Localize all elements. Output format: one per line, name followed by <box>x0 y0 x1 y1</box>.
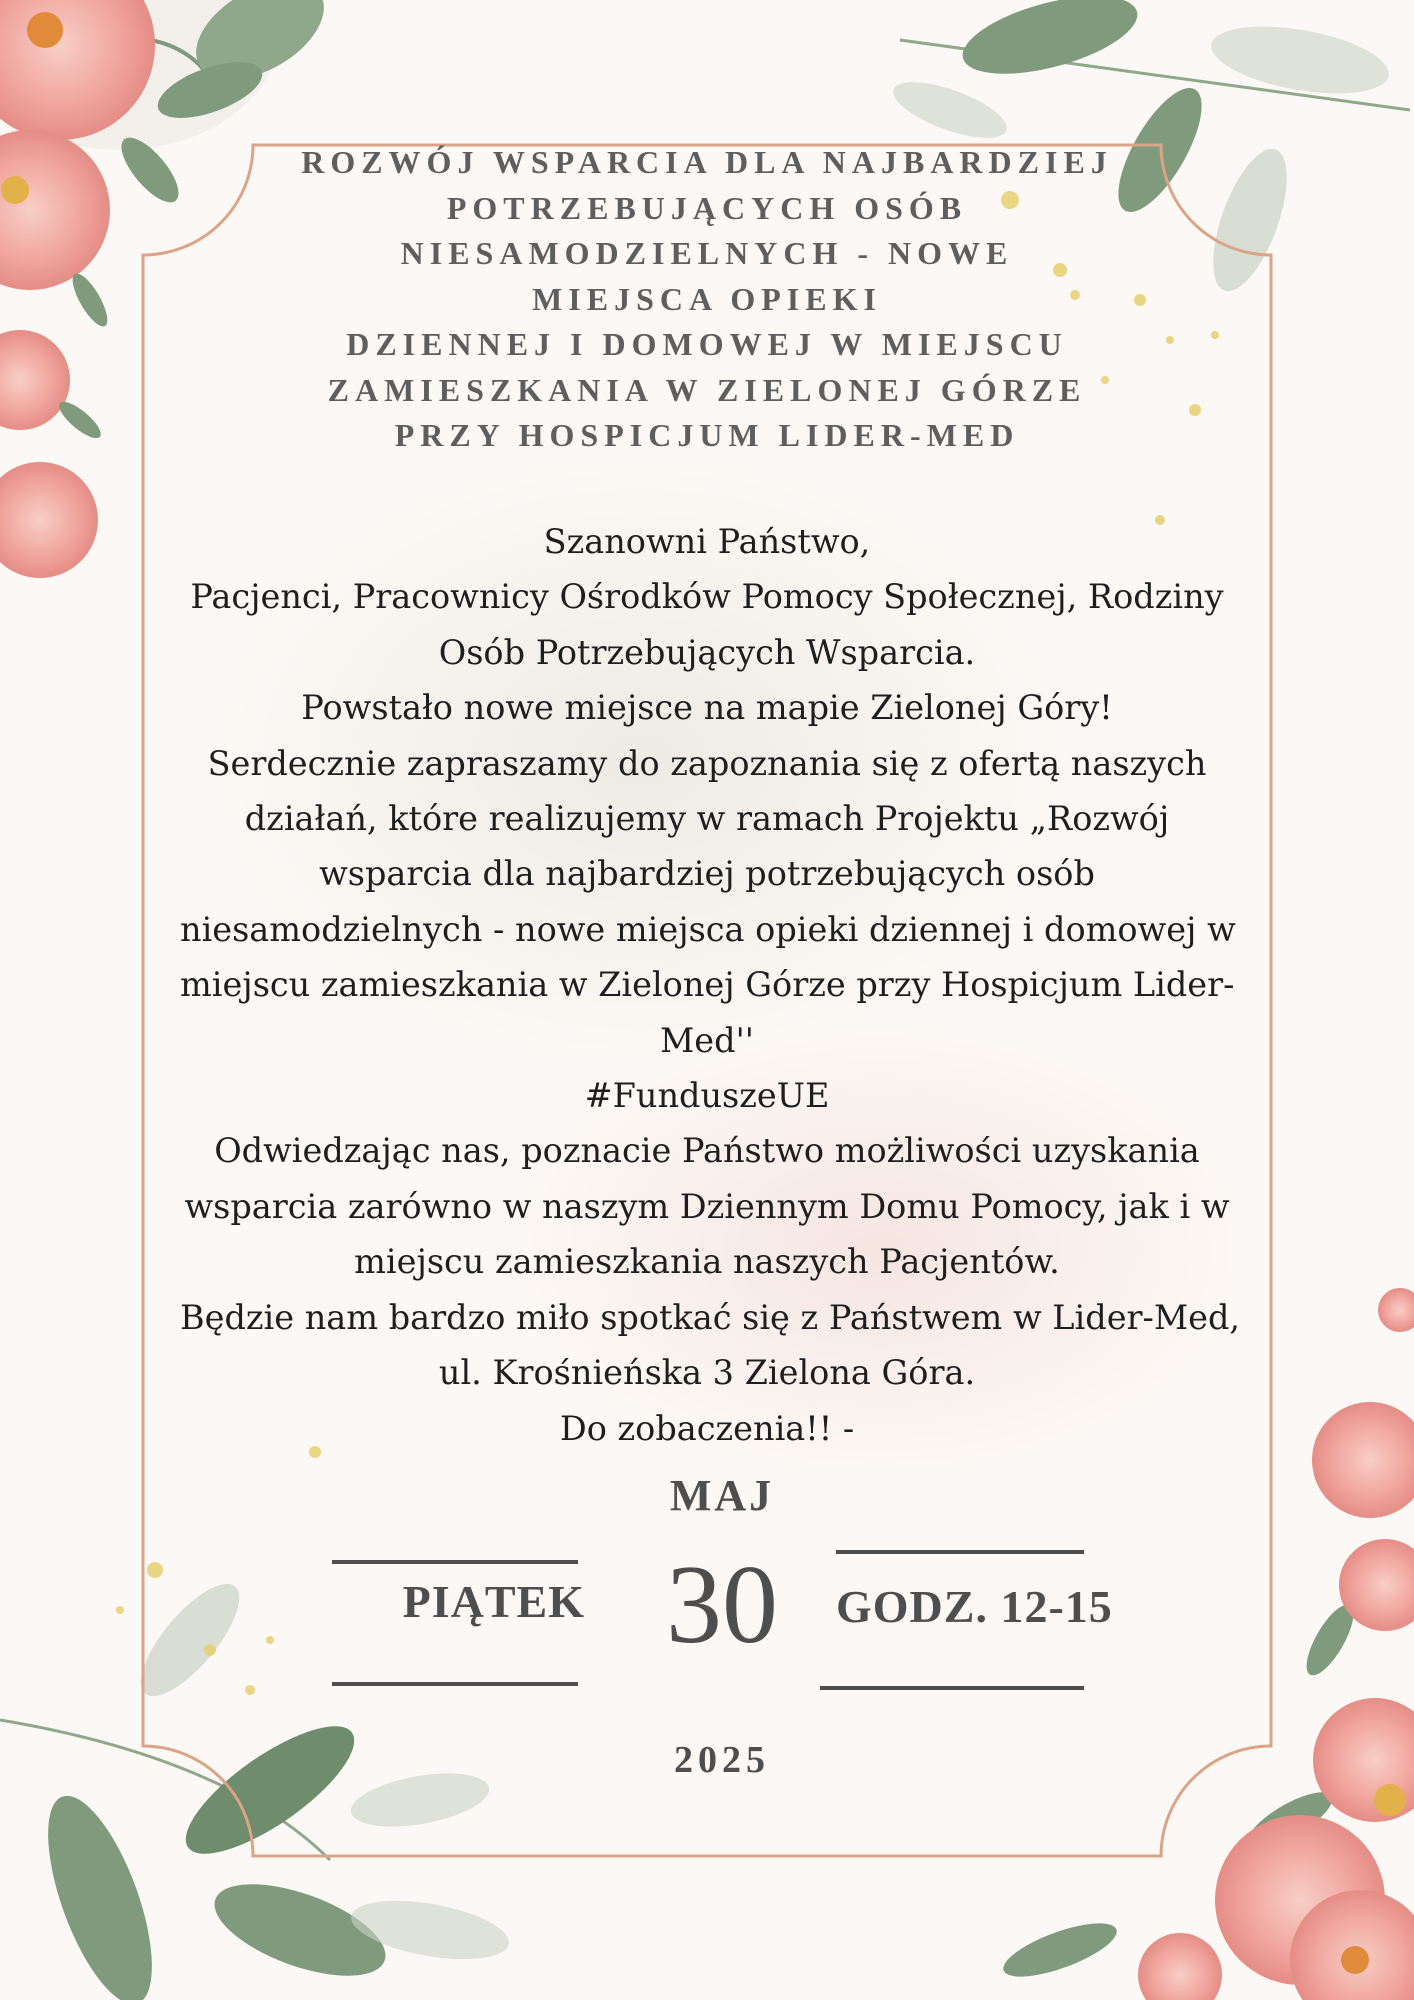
event-month: MAJ <box>669 1471 775 1520</box>
body-line: Osób Potrzebujących Wsparcia. <box>438 632 976 672</box>
title-line: ZAMIESZKANIA W ZIELONEJ GÓRZE <box>327 371 1087 408</box>
divider-line <box>332 1560 578 1564</box>
title-line: POTRZEBUJĄCYCH OSÓB <box>446 189 968 226</box>
body-line: #FunduszeUE <box>584 1076 830 1116</box>
body-line: miejscu zamieszkania w Zielonej Górze przy Hospicjum Lider- <box>180 965 1235 1005</box>
title-line: MIEJSCA OPIEKI <box>532 280 882 317</box>
body-line: Serdecznie zapraszamy do zapoznania się z ofertą naszych <box>207 743 1207 783</box>
body-line: Med'' <box>660 1020 754 1060</box>
body-line: Odwiedzając nas, poznacie Państwo możliwości uzyskania <box>214 1131 1200 1171</box>
title-line: NIESAMODZIELNYCH - NOWE <box>400 235 1014 271</box>
body-line: wsparcia zarówno w naszym Dziennym Domu Pomocy, jak i w <box>184 1186 1230 1226</box>
body-line: niesamodzielnych - nowe miejsca opieki dziennej i domowej w <box>180 909 1236 949</box>
divider-line <box>332 1682 578 1686</box>
body-line: Do zobaczenia!! - <box>559 1408 855 1448</box>
body-line: Powstało nowe miejsce na mapie Zielonej Góry! <box>301 688 1113 728</box>
event-weekday: PIĄTEK <box>402 1576 585 1627</box>
event-title <box>215 140 1199 459</box>
body-line: Będzie nam bardzo miło spotkać się z Państwem w Lider-Med, <box>180 1297 1241 1337</box>
divider-line <box>820 1686 1084 1690</box>
event-time: GODZ. 12-15 <box>836 1581 1113 1632</box>
divider-line <box>836 1550 1084 1554</box>
body-line: wsparcia dla najbardziej potrzebujących osób <box>319 854 1095 894</box>
body-line: ul. Krośnieńska 3 Zielona Góra. <box>438 1353 976 1393</box>
title-line: DZIENNEJ I DOMOWEJ W MIEJSCU <box>346 326 1068 362</box>
title-line: PRZY HOSPICJUM LIDER-MED <box>394 417 1020 453</box>
body-line: Pacjenci, Pracownicy Ośrodków Pomocy Społecznej, Rodziny <box>190 577 1224 617</box>
event-year: 2025 <box>674 1739 770 1781</box>
body-line: Szanowni Państwo, <box>543 522 871 561</box>
title-line: ROZWÓJ WSPARCIA DLA NAJBARDZIEJ <box>301 144 1113 180</box>
event-day-number: 30 <box>666 1543 778 1667</box>
body-line: miejscu zamieszkania naszych Pacjentów. <box>354 1242 1060 1282</box>
invitation-text <box>180 514 1241 1456</box>
body-line: działań, które realizujemy w ramach Projektu „Rozwój <box>244 799 1170 839</box>
